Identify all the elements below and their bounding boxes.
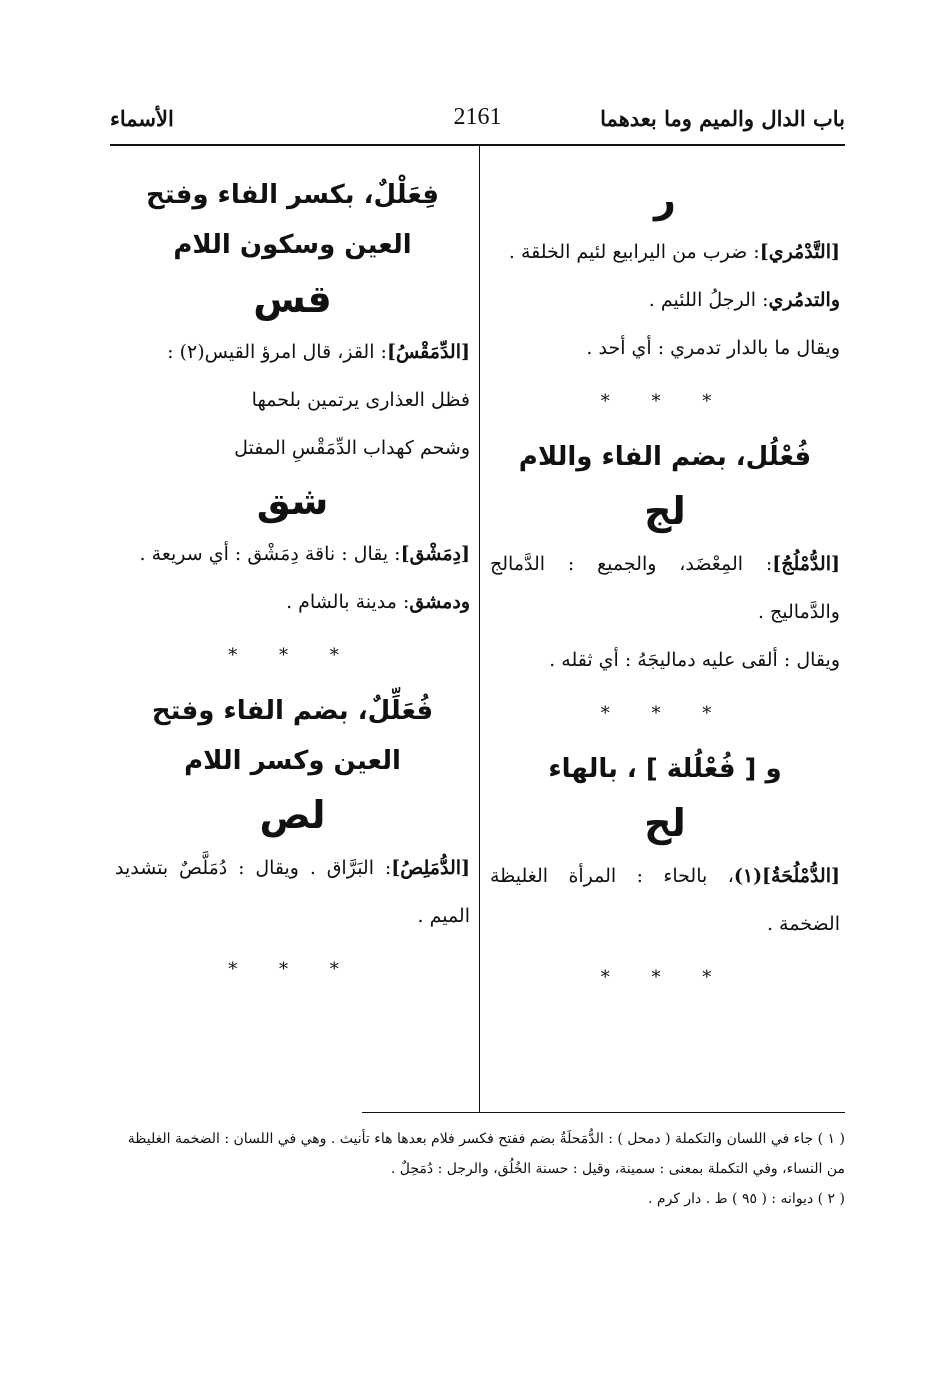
entry-paragraph bbox=[115, 844, 470, 940]
entry-text: فُعَلِّلٌ، بضم الفاء وفتح العين وكسر اللام bbox=[151, 696, 434, 776]
entry-paragraph bbox=[115, 376, 470, 424]
entry-text: شق bbox=[256, 479, 329, 523]
entry-paragraph bbox=[115, 578, 470, 626]
entry-text: * * * bbox=[228, 959, 357, 980]
entry-paragraph bbox=[490, 636, 840, 684]
entry-headword: والتدمُري bbox=[768, 289, 840, 311]
separator-stars bbox=[490, 684, 840, 744]
entry-headword: [الدُّمْلُحَةُ](١) bbox=[733, 865, 840, 887]
entry-text: : يقال : ناقة دِمَشْق : أي سريعة . bbox=[139, 543, 401, 565]
section-title: الأسماء bbox=[110, 106, 174, 131]
entry-paragraph bbox=[490, 228, 840, 276]
footnote: ( ١ ) جاء في اللسان والتكملة ( دمحل ) : الدُّمَحلَةُ بضم ففتح فكسر فلام بعدها هاء تأنيث . وهي في اللسان : الضخمة الغليظة من النساء، وفي التكملة بمعنى : سمينة، وقيل : حسنة الخُلُق، والرجل : دُمَحِلٌ . bbox=[127, 1131, 845, 1177]
entry-text: فظل العذارى يرتمين بلحمها bbox=[251, 389, 470, 411]
left-column bbox=[115, 170, 470, 1000]
entry-text: * * * bbox=[600, 703, 730, 724]
section-heading bbox=[115, 170, 470, 270]
root-heading bbox=[490, 482, 840, 540]
entry-text: لح bbox=[644, 801, 686, 845]
chapter-title: باب الدال والميم وما بعدهما bbox=[600, 106, 845, 131]
entry-paragraph bbox=[490, 852, 840, 948]
section-heading bbox=[490, 432, 840, 482]
separator-stars bbox=[115, 626, 470, 686]
root-heading bbox=[115, 786, 470, 844]
entry-text: لص bbox=[259, 793, 326, 837]
column-divider bbox=[479, 146, 480, 1112]
entry-text: : البَرَّاق . ويقال : دُمَلَّصٌ بتشديد الميم . bbox=[115, 857, 470, 927]
root-heading bbox=[115, 472, 470, 530]
root-heading bbox=[115, 270, 470, 328]
entry-text: ويقال ما بالدار تدمري : أي أحد . bbox=[586, 337, 840, 359]
entry-text: : مدينة بالشام . bbox=[286, 591, 410, 613]
footnote: ( ٢ ) ديوانه : ( ٩٥ ) ط . دار كرم . bbox=[648, 1191, 845, 1207]
entry-headword: [الدُّمْلُجُ] bbox=[772, 553, 840, 575]
footnotes bbox=[110, 1124, 845, 1214]
page-header bbox=[110, 100, 845, 144]
root-heading bbox=[490, 794, 840, 852]
entry-paragraph bbox=[490, 324, 840, 372]
entry-text: ر bbox=[654, 177, 676, 221]
entry-headword: [دِمَشْق] bbox=[400, 543, 470, 565]
separator-stars bbox=[115, 940, 470, 1000]
entry-paragraph bbox=[115, 424, 470, 472]
entry-headword: [الدُّمَلِصُ] bbox=[391, 857, 470, 879]
entry-headword: ودمشق bbox=[409, 591, 470, 613]
footnote-rule bbox=[362, 1112, 845, 1113]
entry-text: * * * bbox=[228, 645, 357, 666]
entry-headword: [التَّدْمُري] bbox=[759, 241, 840, 263]
entry-paragraph bbox=[115, 530, 470, 578]
entry-text: : الرجلُ اللئيم . bbox=[648, 289, 769, 311]
entry-text: وشحم كهداب الدِّمَقْسِ المفتل bbox=[234, 437, 470, 459]
separator-stars bbox=[490, 948, 840, 1008]
entry-text: ويقال : ألقى عليه دماليجَهُ : أي ثقله . bbox=[549, 649, 840, 671]
page-number: 2161 bbox=[453, 104, 502, 130]
entry-text: فُعْلُل، بضم الفاء واللام bbox=[518, 442, 812, 472]
entry-text: فِعَلْلٌ، بكسر الفاء وفتح العين وسكون اللام bbox=[145, 180, 440, 260]
entry-paragraph bbox=[490, 540, 840, 636]
right-column bbox=[490, 170, 840, 1008]
entry-text: * * * bbox=[600, 391, 730, 412]
section-heading bbox=[490, 744, 840, 794]
entry-headword: [الدِّمَقْسُ] bbox=[386, 341, 470, 363]
entry-text: : القز، قال امرؤ القيس(٢) : bbox=[167, 341, 387, 363]
header-rule bbox=[110, 144, 845, 146]
entry-text: : المِعْضَد، والجميع : الدَّمالج والدَّماليج . bbox=[490, 553, 840, 623]
entry-text: لج bbox=[644, 489, 686, 533]
entry-text: ، بالحاء : المرأة الغليظة الضخمة . bbox=[490, 865, 840, 935]
section-heading bbox=[115, 686, 470, 786]
separator-stars bbox=[490, 372, 840, 432]
entry-paragraph bbox=[115, 328, 470, 376]
entry-text: : ضرب من اليرابيع لئيم الخلقة . bbox=[508, 241, 760, 263]
root-heading bbox=[490, 170, 840, 228]
entry-text: و [ فُعْلُلة ] ، بالهاء bbox=[548, 754, 782, 784]
entry-paragraph bbox=[490, 276, 840, 324]
entry-text: * * * bbox=[600, 967, 730, 988]
entry-text: قس bbox=[253, 277, 332, 321]
